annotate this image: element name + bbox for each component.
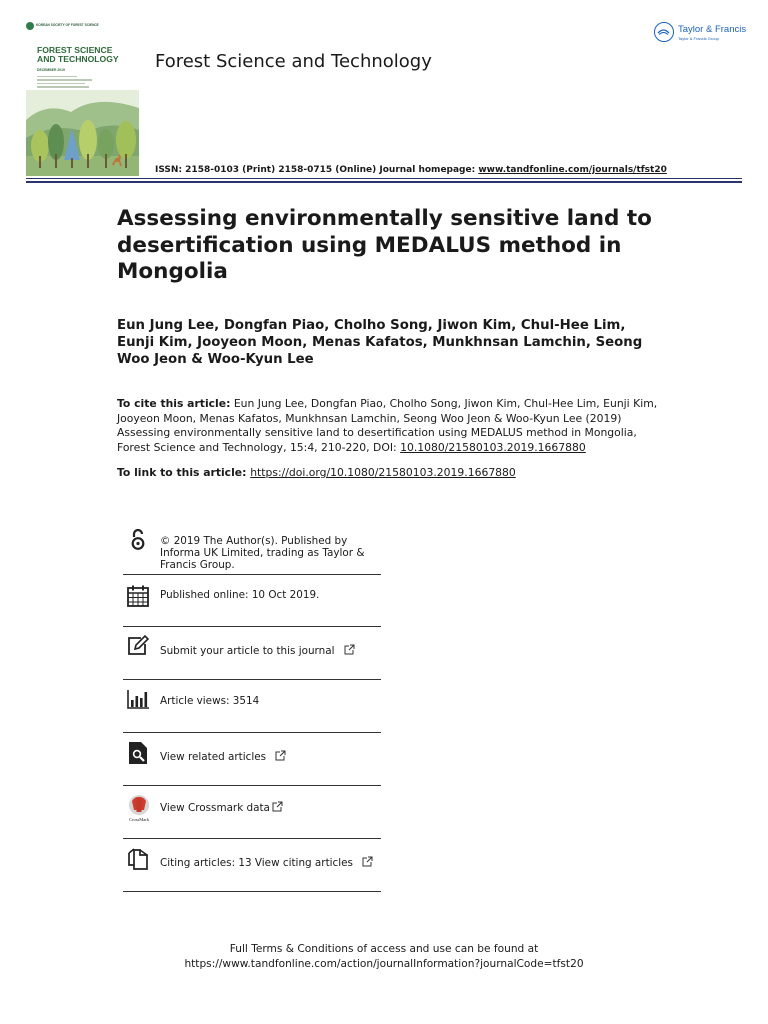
- open-access-row: [123, 524, 381, 575]
- cover-title: [37, 46, 139, 64]
- citing-link[interactable]: [160, 856, 384, 869]
- cite-text: Eun Jung Lee, Dongfan Piao, Cholho Song, Jiwon Kim, Chul-Hee Lim, Eunji Kim, Jooyeon Moon, Menas Kafatos, Munkhnsan Lamchin, Seong Woo Jeon & Woo-Kyun Lee (2019) Assessing environmentally sensitive land to desertification using MEDALUS method in Mongolia, Forest Science and Technology, 15:4, 210-220, DOI:: [117, 397, 658, 454]
- issn-text: ISSN: 2158-0103 (Print) 2158-0715 (Online) Journal homepage:: [155, 165, 479, 175]
- related-text: View related articles: [160, 751, 267, 763]
- open-access-text: © 2019 The Author(s). Published by Informa UK Limited, trading as Taylor & Francis Group.: [160, 535, 365, 571]
- published-row: [123, 575, 381, 627]
- bar-chart-icon: [126, 687, 150, 711]
- cover-title-line2: AND TECHNOLOGY: [37, 54, 119, 64]
- cover-date: DECEMBER 2019: [37, 68, 65, 72]
- header-rule-thin: [26, 178, 742, 179]
- crossmark-text: View Crossmark data: [160, 802, 270, 814]
- edit-icon: [126, 634, 150, 658]
- related-link[interactable]: [160, 750, 384, 763]
- views-text: Article views: 3514: [160, 695, 260, 707]
- external-link-icon: [275, 750, 286, 761]
- crossmark-icon-label: CrossMark: [129, 817, 149, 822]
- publisher-group: Taylor & Francis Group: [678, 36, 719, 41]
- cite-doi-link[interactable]: 10.1080/21580103.2019.1667880: [400, 440, 586, 454]
- society-logo-icon: [26, 22, 34, 30]
- article-doi-link[interactable]: https://doi.org/10.1080/21580103.2019.1667880: [250, 466, 516, 479]
- external-link-icon: [344, 644, 355, 655]
- related-row[interactable]: [123, 733, 381, 786]
- cover-society-name: KOREAN SOCIETY OF FOREST SCIENCE: [36, 23, 99, 27]
- document-search-icon: [126, 741, 150, 765]
- issn-line: [155, 165, 667, 175]
- published-text: Published online: 10 Oct 2019.: [160, 589, 320, 601]
- external-link-icon: [272, 801, 283, 812]
- header-rule-thick: [26, 181, 742, 183]
- journal-homepage-link[interactable]: www.tandfonline.com/journals/tfst20: [478, 165, 667, 175]
- crossmark-icon: [126, 794, 152, 822]
- cite-label: To cite this article:: [117, 397, 231, 410]
- citing-text: Citing articles: 13 View citing articles: [160, 857, 353, 869]
- submit-text: Submit your article to this journal: [160, 645, 335, 657]
- journal-cover: [26, 20, 139, 176]
- crossmark-link[interactable]: [160, 801, 384, 814]
- views-row: [123, 680, 381, 733]
- publisher-logo[interactable]: [654, 22, 746, 46]
- citation-block: [117, 397, 662, 455]
- external-link-icon: [362, 856, 373, 867]
- submit-link[interactable]: [160, 644, 384, 657]
- journal-name: Forest Science and Technology: [155, 51, 432, 72]
- taylor-francis-logo-icon: [654, 22, 674, 42]
- footer-terms: [0, 942, 768, 971]
- publisher-name: Taylor & Francis: [678, 24, 747, 35]
- cover-forest-illustration: [26, 90, 139, 176]
- crossmark-row[interactable]: [123, 786, 381, 839]
- link-label: To link to this article:: [117, 466, 251, 479]
- article-authors: Eun Jung Lee, Dongfan Piao, Cholho Song, Jiwon Kim, Chul-Hee Lim, Eunji Kim, Jooyeon Moon, Menas Kafatos, Munkhnsan Lamchin, Seong Woo Jeon & Woo-Kyun Lee: [117, 318, 643, 368]
- open-access-icon: [126, 528, 150, 552]
- cover-title-line1: FOREST SCIENCE: [37, 45, 113, 55]
- footer-line1: Full Terms & Conditions of access and use can be found at: [229, 943, 539, 955]
- submit-row[interactable]: [123, 627, 381, 680]
- article-link-line: [117, 466, 657, 481]
- citing-articles-icon: [126, 847, 150, 871]
- calendar-icon: [126, 584, 150, 608]
- footer-terms-link[interactable]: https://www.tandfonline.com/action/journalInformation?journalCode=tfst20: [184, 957, 584, 970]
- article-info-list: [123, 524, 381, 892]
- article-title: Assessing environmentally sensitive land to desertification using MEDALUS method in Mongolia: [117, 206, 652, 284]
- citing-row[interactable]: [123, 839, 381, 892]
